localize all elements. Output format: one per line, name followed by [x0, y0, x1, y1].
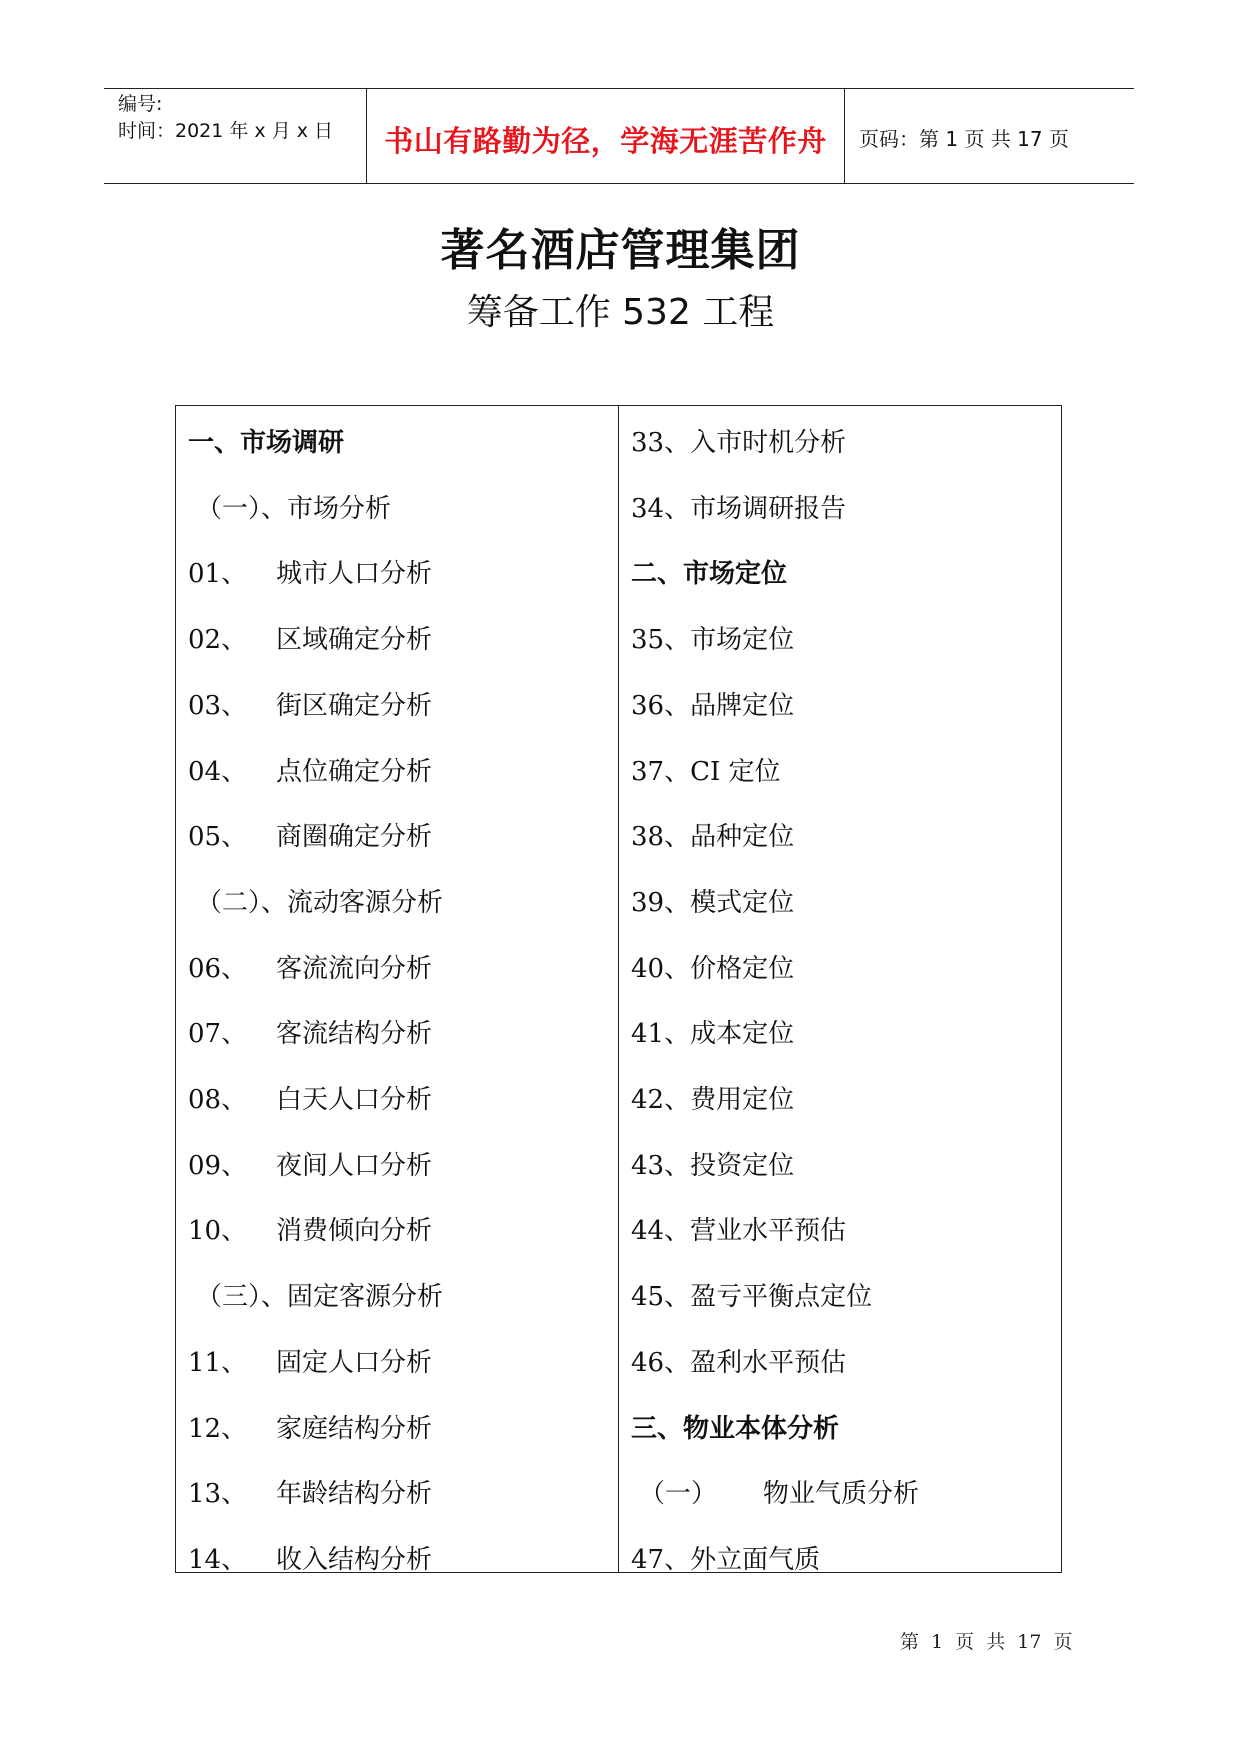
contents-item: [631, 489, 846, 529]
header-page-number: 页码：第 1 页 共 17 页: [859, 127, 1069, 151]
contents-item-label: 白天人口分析: [276, 1085, 433, 1115]
contents-item-label: 37、CI 定位: [631, 756, 781, 787]
document-number-label: 编号:: [118, 93, 163, 115]
page-footer: 第 1 页 共 17 页: [900, 1631, 1073, 1653]
contents-item-number: （一）: [639, 1479, 718, 1510]
contents-item-label: 夜间人口分析: [276, 1150, 433, 1181]
contents-item-label: 47、外立面气质: [631, 1544, 821, 1575]
contents-item-number: 11、: [188, 1347, 248, 1378]
contents-item-label: 消费倾向分析: [276, 1216, 433, 1247]
contents-item: [631, 1146, 794, 1186]
contents-item: [631, 1211, 846, 1251]
contents-item: [631, 1277, 872, 1317]
contents-item-label: 点位确定分析: [276, 756, 433, 787]
contents-item-label: 街区确定分析: [276, 690, 433, 721]
contents-item-label: 33、入市时机分析: [631, 428, 847, 458]
contents-item-label: 商圈确定分析: [276, 822, 433, 853]
contents-item: [631, 1540, 820, 1580]
contents-item-label: 城市人口分析: [276, 559, 433, 590]
contents-item-number: 12、: [188, 1413, 248, 1444]
contents-item: [631, 817, 794, 857]
contents-item: [631, 883, 794, 923]
contents-item: [188, 883, 443, 923]
contents-item: [188, 686, 432, 726]
contents-item-number: 05、: [188, 822, 248, 853]
contents-item-label: 43、投资定位: [631, 1150, 795, 1181]
contents-item-number: 10、: [188, 1216, 248, 1247]
contents-item: [631, 1474, 919, 1514]
contents-item: [188, 1211, 432, 1251]
header-page-cell: [845, 89, 1134, 183]
contents-item-label: 一、市场调研: [188, 428, 345, 458]
contents-item: [188, 620, 432, 660]
contents-item-label: 家庭结构分析: [276, 1413, 433, 1444]
contents-item-label: 40、价格定位: [631, 953, 795, 984]
contents-item-label: 客流结构分析: [276, 1019, 433, 1050]
contents-item-label: （二）、流动客源分析: [196, 887, 444, 918]
contents-item-label: 年龄结构分析: [276, 1479, 433, 1510]
contents-item: [188, 1540, 432, 1580]
contents-item: [188, 1146, 432, 1186]
contents-item-number: 14、: [188, 1544, 248, 1575]
document-title: 著名酒店管理集团: [440, 225, 801, 276]
contents-item: [188, 1343, 432, 1383]
column-divider: [618, 406, 619, 1572]
contents-item: [188, 1409, 432, 1449]
contents-item-number: 07、: [188, 1019, 248, 1050]
contents-item-number: 02、: [188, 625, 248, 656]
contents-item-label: （三）、固定客源分析: [196, 1282, 444, 1313]
contents-item: [631, 1080, 794, 1120]
contents-item-number: 03、: [188, 690, 248, 721]
contents-item-label: 物业气质分析: [763, 1479, 920, 1510]
contents-item: [188, 489, 391, 529]
contents-item-number: 01、: [188, 559, 248, 590]
contents-item-label: 区域确定分析: [276, 625, 433, 656]
contents-item: [631, 423, 846, 463]
document-subtitle: 筹备工作 532 工程: [466, 292, 775, 333]
document-date: 时间：2021 年 x 月 x 日: [118, 120, 334, 142]
contents-item-label: 三、物业本体分析: [631, 1413, 840, 1444]
contents-item-label: 34、市场调研报告: [631, 493, 847, 524]
contents-item-label: 35、市场定位: [631, 625, 795, 656]
contents-item: [631, 752, 781, 792]
contents-item-label: 44、营业水平预估: [631, 1216, 847, 1247]
contents-item-label: 固定人口分析: [276, 1347, 433, 1378]
contents-item-label: 45、盈亏平衡点定位: [631, 1282, 873, 1313]
contents-item: [188, 554, 432, 594]
contents-item: [631, 949, 794, 989]
contents-item-number: 13、: [188, 1479, 248, 1510]
contents-item-number: 09、: [188, 1150, 248, 1181]
contents-item-label: 46、盈利水平预估: [631, 1347, 847, 1378]
contents-item: [188, 1080, 432, 1120]
contents-item: [188, 1014, 432, 1054]
contents-item-label: （一）、市场分析: [196, 493, 392, 524]
contents-item: [631, 1014, 794, 1054]
contents-item-number: 08、: [188, 1085, 248, 1115]
contents-item: [631, 686, 794, 726]
contents-item-number: 06、: [188, 953, 248, 984]
contents-item: [631, 1409, 839, 1449]
contents-item-label: 36、品牌定位: [631, 690, 795, 721]
contents-item: [631, 1343, 846, 1383]
header-meta-cell: [104, 89, 367, 183]
header-motto-cell: [367, 89, 845, 183]
contents-item: [631, 554, 787, 594]
contents-item-number: 04、: [188, 756, 248, 787]
contents-table: [175, 405, 1062, 1573]
header-motto: 书山有路勤为径，学海无涯苦作舟: [384, 124, 827, 158]
document-header: [104, 88, 1134, 184]
contents-item: [188, 423, 344, 463]
contents-item: [188, 752, 432, 792]
contents-item-label: 二、市场定位: [631, 559, 788, 590]
contents-item-label: 41、成本定位: [631, 1019, 795, 1050]
contents-item: [188, 1474, 432, 1514]
contents-item-label: 客流流向分析: [276, 953, 433, 984]
contents-item: [631, 620, 794, 660]
contents-item-label: 38、品种定位: [631, 822, 795, 853]
contents-item-label: 42、费用定位: [631, 1085, 795, 1115]
contents-item: [188, 949, 432, 989]
contents-item-label: 收入结构分析: [276, 1544, 433, 1575]
contents-item: [188, 817, 432, 857]
contents-item: [188, 1277, 443, 1317]
contents-item-label: 39、模式定位: [631, 887, 795, 918]
